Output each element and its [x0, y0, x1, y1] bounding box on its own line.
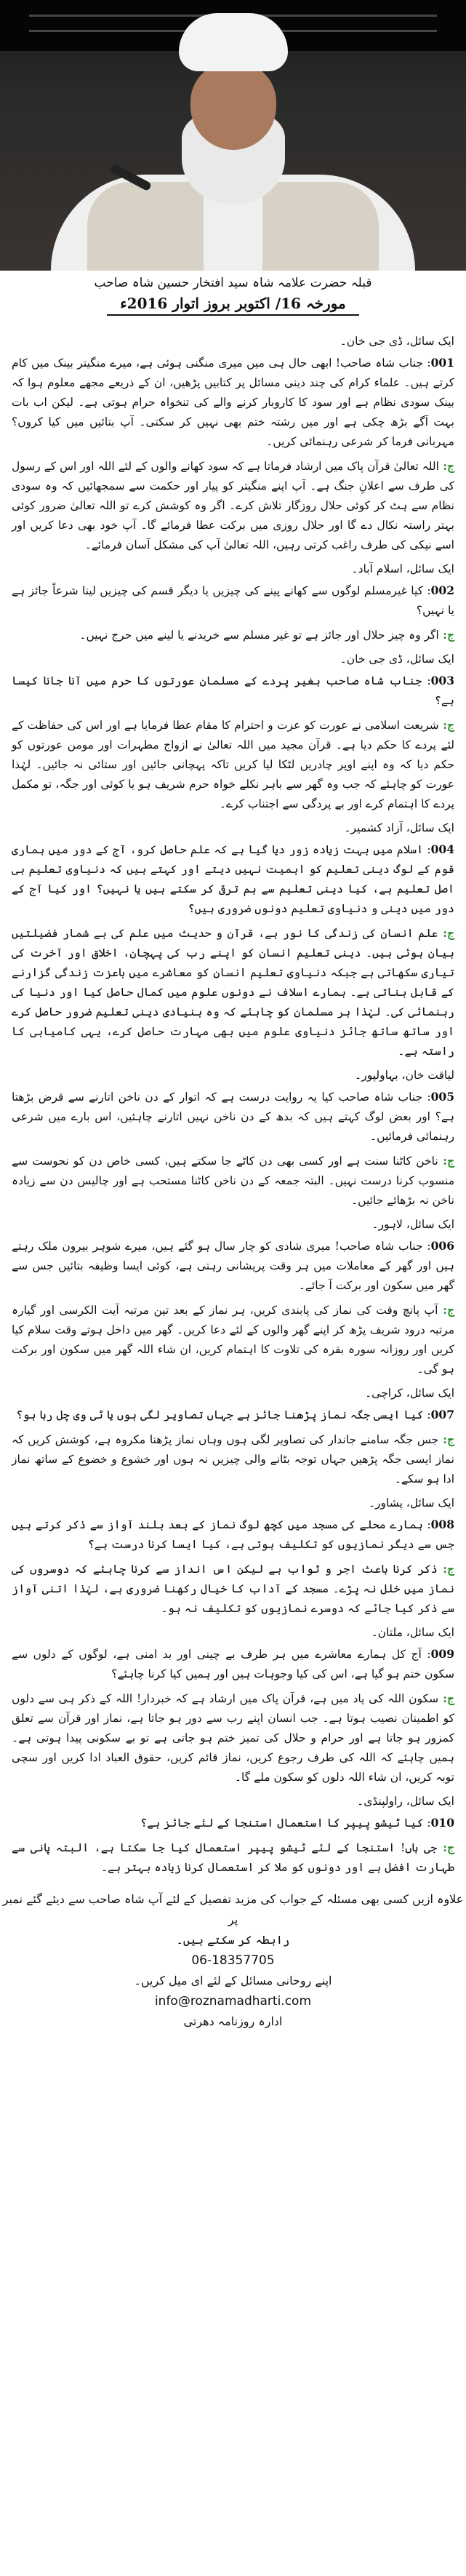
qa-answer — [12, 625, 454, 645]
qa-question: 001: جناب شاہ صاحب! ابھی حال ہی میں میری منگنی ہوئی ہے، میرے منگیتر بینک میں کام کرتے ہیں۔ علماء کرام کی چند دینی مسائل پر کتابیں پڑھیں، ان کے ذریعے مجھے معلوم ہوا کہ بینک سودی نظام ہے اور سود کا کاروبار کرنے والے کی تنخواہ حرام ہوتی ہے۔ لیکن اب بات بہت آگے بڑھ چکی ہے اور میں رشتہ ختم بھی نہیں کر سکتی۔ آپ بتائیں میں کیا کروں؟ مہربانی فرما کر شرعی رہنمائی کریں۔ — [12, 356, 454, 448]
qa-question-text: ہمارے محلے کی مسجد میں کچھ لوگ نماز کے بعد بلند آواز سے ذکر کرتے ہیں جس سے دیگر نمازیوں کو تکلیف ہوتی ہے، کیا ایسا کرنا درست ہے؟ — [12, 1518, 454, 1551]
qa-answer-text: ذکر کرنا باعث اجر و ثواب ہے لیکن اس انداز سے کرنا چاہئے کہ دوسروں کی نماز میں خلل نہ پڑے۔ مسجد کے آداب کا خیال رکھنا ضروری ہے، لہٰذا اتنی آواز سے ذکر کیا جائے کہ دوسرے نمازیوں کو تکلیف نہ ہو۔ — [12, 1563, 454, 1615]
footer-intro: علاوہ ازیں کسی بھی مسئلہ کے جواب کی مزید تفصیل کے لئے آپ شاہ صاحب سے دیئے گئے نمبر پر — [2, 1892, 464, 1926]
qa-number: 004 — [430, 842, 454, 856]
qa-question-text: جناب شاہ صاحب! ابھی حال ہی میں میری منگنی ہوئی ہے، میرے منگیتر بینک میں کام کرتے ہیں۔ علماء کرام کی چند دینی مسائل پر کتابیں پڑھیں، ان کے ذریعے مجھے معلوم ہوا کہ بینک سودی نظام ہے اور سود کا کاروبار کرنے والے کی تنخواہ حرام ہوتی ہے۔ لیکن اب بات بہت آگے بڑھ چکی ہے اور میں رشتہ ختم بھی نہیں کر سکتی۔ آپ بتائیں میں کیا کروں؟ مہربانی فرما کر شرعی رہنمائی کریں۔ — [12, 356, 454, 448]
qa-number: 006 — [430, 1239, 454, 1253]
qa-answer-text: سکون اللہ کی یاد میں ہے، قرآن پاک میں ارشاد ہے کہ خبردار! اللہ کے ذکر ہی سے دلوں کو اطمینان نصیب ہوتا ہے۔ جب انسان اپنے رب سے دور ہو جاتا ہے، نماز اور قرآن سے تعلق کمزور ہو جاتا ہے اور حرام و حلال کی تمیز ختم ہو جاتی ہے تو بے سکونی پیدا ہوتی ہے۔ ہمیں چاہئے کہ اللہ کی طرف رجوع کریں، نماز قائم کریں، حقوق العباد ادا کریں اور سچی توبہ کریں، ان شاء اللہ دلوں کو سکون ملے گا۔ — [12, 1692, 454, 1784]
qa-answer-text: ناخن کاٹنا سنت ہے اور کسی بھی دن کاٹے جا سکتے ہیں، کسی خاص دن کو نحوست سے منسوب کرنا درست نہیں۔ البتہ جمعہ کے دن ناخن کاٹنا مستحب ہے اور چالیس دن سے زیادہ ناخن نہ بڑھائے جائیں۔ — [12, 1155, 454, 1207]
qa-question-text: جناب شاہ صاحب بغیر پردے کے مسلمان عورتوں کا حرم میں آنا جانا کیسا ہے؟ — [12, 674, 454, 707]
answer-marker-icon: ج: — [438, 1154, 454, 1168]
qa-question: 006: جناب شاہ صاحب! میری شادی کو چار سال ہو گئے ہیں، میرے شوہر بیرون ملک رہتے ہیں اور گھر کے معاملات میں ہر وقت پریشانی رہتی ہے، کوئی ایسا وظیفہ بتائیں جس سے گھر میں سکون اور برکت آ جائے۔ — [12, 1239, 454, 1292]
qa-question: 003: جناب شاہ صاحب بغیر پردے کے مسلمان عورتوں کا حرم میں آنا جانا کیسا ہے؟ — [12, 674, 454, 707]
qa-number: 010 — [430, 1816, 454, 1830]
photo-caption: قبلہ حضرت علامہ شاہ سید افتخار حسین شاہ صاحب — [94, 276, 372, 290]
qa-question: 010: کیا ٹیشو پیپر کا استعمال استنجا کے لئے جائز ہے؟ — [140, 1816, 454, 1830]
qa-answer-text: جس جگہ سامنے جاندار کی تصاویر لگی ہوں وہاں نماز پڑھنا مکروہ ہے، کوشش کریں کہ نماز ایسی جگہ پڑھیں جہاں توجہ بٹانے والی چیزیں نہ ہوں اور خشوع و خضوع کے ساتھ نماز ادا ہو سکے۔ — [12, 1433, 454, 1486]
qa-answer — [12, 1838, 454, 1878]
footer-email[interactable]: info@roznamadharti.com — [154, 1994, 312, 2009]
article-date: مورخہ 16/ اکتوبر بروز اتوار 2016ء — [107, 292, 358, 316]
qa-question-text: کیا غیرمسلم لوگوں سے کھانے پینے کی چیزیں یا دیگر قسم کی چیزیں لینا شرعاً جائز ہے یا نہیں؟ — [12, 584, 454, 617]
answer-marker-icon: ج: — [438, 926, 455, 940]
footer-phone[interactable]: 06-18357705 — [191, 1953, 275, 1968]
qa-number: 001 — [430, 356, 454, 370]
qa-answer — [12, 1429, 454, 1489]
qa-asker: ایک سائل، اسلام آباد۔ — [351, 562, 454, 575]
speaker-photo — [0, 0, 466, 271]
answer-marker-icon: ج: — [438, 718, 454, 732]
qa-question-text: آج کل ہمارے معاشرے میں ہر طرف بے چینی اور بد امنی ہے، لوگوں کے دلوں سے سکون ختم ہو گیا ہے، اس کی کیا وجوہات ہیں اور ہمیں کیا کرنا چاہئے؟ — [12, 1648, 454, 1680]
footer-email-label: اپنے روحانی مسائل کے لئے ای میل کریں۔ — [134, 1974, 332, 1987]
footer-publisher: ادارہ روزنامہ دھرتی — [183, 2014, 283, 2028]
qa-question-text: کیا ایسی جگہ نماز پڑھنا جائز ہے جہاں تصاویر لگی ہوں یا ٹی وی چل رہا ہو؟ — [16, 1408, 424, 1421]
qa-number: 008 — [430, 1518, 454, 1531]
qa-item — [12, 1215, 454, 1379]
qa-asker: ایک سائل، آزاد کشمیر۔ — [344, 821, 454, 834]
qa-answer-text: آپ پانچ وقت کی نماز کی پابندی کریں، ہر نماز کے بعد تین مرتبہ آیت الکرسی اور گیارہ مرتبہ درود شریف پڑھ کر اپنے گھر والوں کے لئے دعا کریں۔ گھر میں داخل ہوتے وقت سلام کیا کریں اور روزانہ سورہ بقرہ کی تلاوت کا اہتمام کریں، ان شاء اللہ گھر میں سکون اور برکت ہو گی۔ — [12, 1304, 454, 1376]
qa-asker: ایک سائل، ڈی جی خان۔ — [340, 335, 454, 348]
answer-marker-icon: ج: — [437, 1562, 454, 1576]
qa-asker: ایک سائل، ڈی جی خان۔ — [340, 653, 454, 666]
qa-question-text: اسلام میں بہت زیادہ زور دیا گیا ہے کہ علم حاصل کرو، آج کے دور میں ہماری قوم کے لوگ دینی تعلیم کو اہمیت نہیں دیتے اور کہتے ہیں کہ دنیاوی تعلیم ہی اصل تعلیم ہے، کیا دینی تعلیم سے ہم ترقی کر سکتے ہیں یا نہیں؟ اور کیا آج کے دور میں دینی و دنیاوی تعلیم دونوں ضروری ہیں؟ — [12, 843, 454, 915]
qa-answer — [12, 1688, 454, 1787]
answer-marker-icon: ج: — [438, 1432, 454, 1446]
qa-item — [12, 1384, 454, 1489]
qa-answer — [12, 1151, 454, 1211]
qa-answer — [12, 456, 454, 555]
qa-item — [12, 1623, 454, 1787]
qa-asker: ایک سائل، کراچی۔ — [365, 1387, 454, 1400]
qa-item — [12, 650, 454, 814]
qa-question-text: کیا ٹیشو پیپر کا استعمال استنجا کے لئے جائز ہے؟ — [140, 1817, 424, 1830]
qa-answer — [12, 1559, 454, 1619]
qa-answer — [12, 715, 454, 814]
qa-number: 003 — [430, 674, 454, 687]
photo-face — [190, 63, 276, 150]
qa-question-text: جناب شاہ صاحب! میری شادی کو چار سال ہو گئے ہیں، میرے شوہر بیرون ملک رہتے ہیں اور گھر کے معاملات میں ہر وقت پریشانی رہتی ہے، کوئی ایسا وظیفہ بتائیں جس سے گھر میں سکون اور برکت آ جائے۔ — [12, 1240, 454, 1292]
qa-item — [12, 1792, 454, 1878]
qa-answer — [12, 923, 454, 1061]
qa-asker: ایک سائل، لاہور۔ — [371, 1218, 454, 1231]
photo-shawl-left — [87, 182, 204, 271]
photo-captions — [0, 274, 466, 316]
qa-item — [12, 1494, 454, 1619]
answer-marker-icon: ج: — [438, 1303, 454, 1317]
answer-marker-icon: ج: — [437, 1841, 454, 1854]
qa-question: 004: اسلام میں بہت زیادہ زور دیا گیا ہے کہ علم حاصل کرو، آج کے دور میں ہماری قوم کے لوگ دینی تعلیم کو اہمیت نہیں دیتے اور کہتے ہیں کہ دنیاوی تعلیم ہی اصل تعلیم ہے، کیا دینی تعلیم سے ہم ترقی کر سکتے ہیں یا نہیں؟ اور کیا آج کے دور میں دینی و دنیاوی تعلیم دونوں ضروری ہیں؟ — [12, 842, 454, 915]
qa-answer-text: جی ہاں! استنجا کے لئے ٹیشو پیپر استعمال کیا جا سکتا ہے، البتہ پانی سے طہارت افضل ہے اور دونوں کو ملا کر استعمال کرنا زیادہ بہتر ہے۔ — [12, 1841, 454, 1874]
qa-item — [12, 1066, 454, 1211]
qa-answer-text: اگر وہ چیز حلال اور جائز ہے تو غیر مسلم سے خریدنے یا لینے میں حرج نہیں۔ — [79, 629, 439, 642]
qa-question: 009: آج کل ہمارے معاشرے میں ہر طرف بے چینی اور بد امنی ہے، لوگوں کے دلوں سے سکون ختم ہو گیا ہے، اس کی کیا وجوہات ہیں اور ہمیں کیا کرنا چاہئے؟ — [12, 1647, 454, 1680]
answer-marker-icon: ج: — [438, 1691, 454, 1705]
qa-answer — [12, 1300, 454, 1379]
qa-item — [12, 332, 454, 555]
article-footer — [0, 1889, 466, 2032]
answer-marker-icon: ج: — [438, 628, 454, 642]
qa-number: 005 — [430, 1090, 454, 1104]
qa-asker: ایک سائل، ملتان۔ — [371, 1626, 454, 1639]
qa-asker: ایک سائل، پشاور۔ — [368, 1496, 454, 1510]
photo-shawl-right — [262, 182, 379, 271]
qa-list — [0, 316, 466, 1889]
qa-asker: ایک سائل، راولپنڈی۔ — [357, 1795, 454, 1808]
qa-question: 007: کیا ایسی جگہ نماز پڑھنا جائز ہے جہاں تصاویر لگی ہوں یا ٹی وی چل رہا ہو؟ — [16, 1408, 454, 1421]
qa-asker: لیاقت خان، بہاولپور۔ — [355, 1069, 454, 1082]
qa-number: 007 — [430, 1408, 454, 1421]
photo-turban — [179, 13, 288, 71]
qa-number: 009 — [430, 1647, 454, 1661]
qa-answer-text: شریعت اسلامی نے عورت کو عزت و احترام کا مقام عطا فرمایا ہے اور اس کی حفاظت کے لئے پردے کا حکم دیا ہے۔ قرآن مجید میں اللہ تعالیٰ نے ازواج مطہرات اور مومن عورتوں کو حکم دیا کہ وہ اپنے اوپر چادریں لٹکا لیا کریں تاکہ پہچانی جائیں اور ستائی نہ جائیں۔ لہٰذا عورت کو چاہئے کہ جب وہ گھر سے باہر نکلے خواہ حرم شریف ہو یا کوئی اور جگہ، تو مکمل پردے کا اہتمام کرے اور بے پردگی سے اجتناب کرے۔ — [12, 719, 454, 810]
answer-marker-icon: ج: — [438, 459, 455, 473]
qa-answer-text: علم انسان کی زندگی کا نور ہے، قرآن و حدیث میں علم کی بے شمار فضیلتیں بیان ہوئی ہیں۔ دینی تعلیم انسان کو اپنے رب کی پہچان، اخلاق اور آخرت کی تیاری سکھاتی ہے جبکہ دنیاوی تعلیم انسان کو معاشرے میں باعزت زندگی گزارنے کے قابل بناتی ہے۔ ہمارے اسلاف نے دونوں علوم میں کمال حاصل کیا اور دنیا کی رہنمائی کی۔ لہٰذا ہر مسلمان کو چاہئے کہ وہ بنیادی دینی تعلیم ضرور حاصل کرے اور ساتھ ساتھ جائز دنیاوی علوم میں بھی مہارت حاصل کرے، یہی کامیابی کا راستہ ہے۔ — [12, 927, 454, 1058]
qa-number: 002 — [430, 583, 454, 597]
qa-question-text: جناب شاہ صاحب کیا یہ روایت درست ہے کہ اتوار کے دن ناخن اتارنے سے قرض بڑھتا ہے؟ اور بعض لوگ کہتے ہیں کہ بدھ کے دن ناخن نہیں اتارنے چاہئیں، اس بارے میں شرعی رہنمائی فرمائیں۔ — [12, 1090, 454, 1143]
qa-item — [12, 559, 454, 645]
qa-answer-text: اللہ تعالیٰ قرآن پاک میں ارشاد فرماتا ہے کہ سود کھانے والوں کے لئے اللہ اور اس کے رسول کی طرف سے اعلانِ جنگ ہے۔ آپ اپنے منگیتر کو پیار اور حکمت سے سمجھائیں کہ وہ سودی نظام سے ہٹ کر کوئی حلال روزگار تلاش کرے۔ اگر وہ کوشش کرے تو اللہ تعالیٰ ضرور کوئی بہتر راستہ نکال دے گا اور حلال روزی میں برکت عطا فرمائے گا۔ آپ خود بھی دعا کریں اور اسے نیکی کی طرف راغب کرتی رہیں، اللہ تعالیٰ آپ کی مشکل آسان فرمائے۔ — [12, 460, 454, 551]
qa-question: 005: جناب شاہ صاحب کیا یہ روایت درست ہے کہ اتوار کے دن ناخن اتارنے سے قرض بڑھتا ہے؟ اور بعض لوگ کہتے ہیں کہ بدھ کے دن ناخن نہیں اتارنے چاہئیں، اس بارے میں شرعی رہنمائی فرمائیں۔ — [12, 1090, 454, 1143]
qa-question: 008: ہمارے محلے کی مسجد میں کچھ لوگ نماز کے بعد بلند آواز سے ذکر کرتے ہیں جس سے دیگر نمازیوں کو تکلیف ہوتی ہے، کیا ایسا کرنا درست ہے؟ — [12, 1518, 454, 1551]
footer-contact-label: رابطہ کر سکتے ہیں۔ — [176, 1933, 290, 1947]
qa-item — [12, 818, 454, 1061]
qa-question: 002: کیا غیرمسلم لوگوں سے کھانے پینے کی چیزیں یا دیگر قسم کی چیزیں لینا شرعاً جائز ہے یا نہیں؟ — [12, 583, 454, 617]
